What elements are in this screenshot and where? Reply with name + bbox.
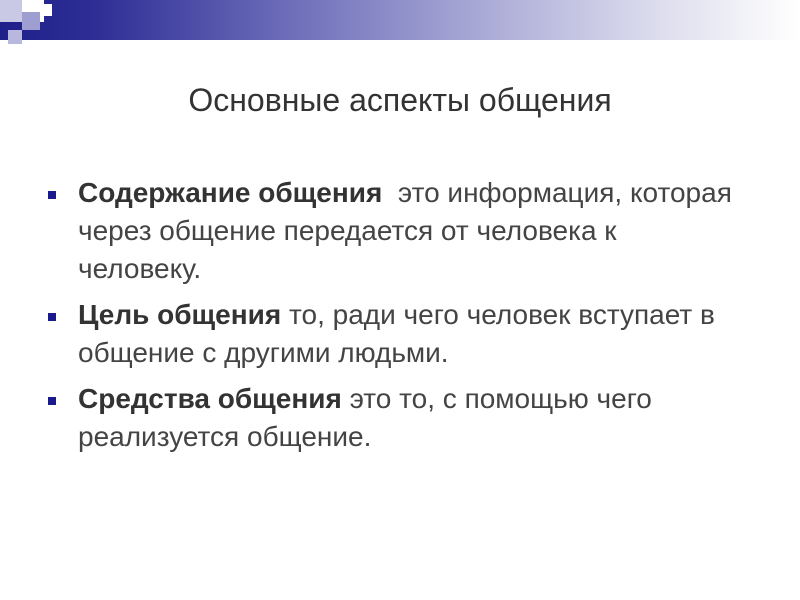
bullet-list xyxy=(46,174,746,464)
square-bullet-icon xyxy=(48,191,56,199)
square-bullet-icon xyxy=(48,397,56,405)
bullet-item-goal xyxy=(46,296,746,372)
bullet-item-content xyxy=(46,174,746,288)
bullet-text: это информация, которая через общение передается от человека к человеку. xyxy=(78,177,740,284)
decor-square xyxy=(0,0,22,22)
square-bullet-icon xyxy=(48,313,56,321)
decor-square xyxy=(40,4,52,16)
bullet-term: Содержание общения xyxy=(78,177,383,208)
header-band xyxy=(0,0,800,40)
bullet-term: Цель общения xyxy=(78,299,282,330)
slide-title: Основные аспекты общения xyxy=(188,82,612,118)
bullet-item-means xyxy=(46,380,746,456)
decor-square xyxy=(8,30,22,44)
bullet-text: это то, с помощью чего реализуется общение. xyxy=(78,383,652,452)
decor-square xyxy=(22,12,40,30)
bullet-term: Средства общения xyxy=(78,383,342,414)
bullet-text: то, ради чего человек вступает в общение с другими людьми. xyxy=(78,299,715,368)
